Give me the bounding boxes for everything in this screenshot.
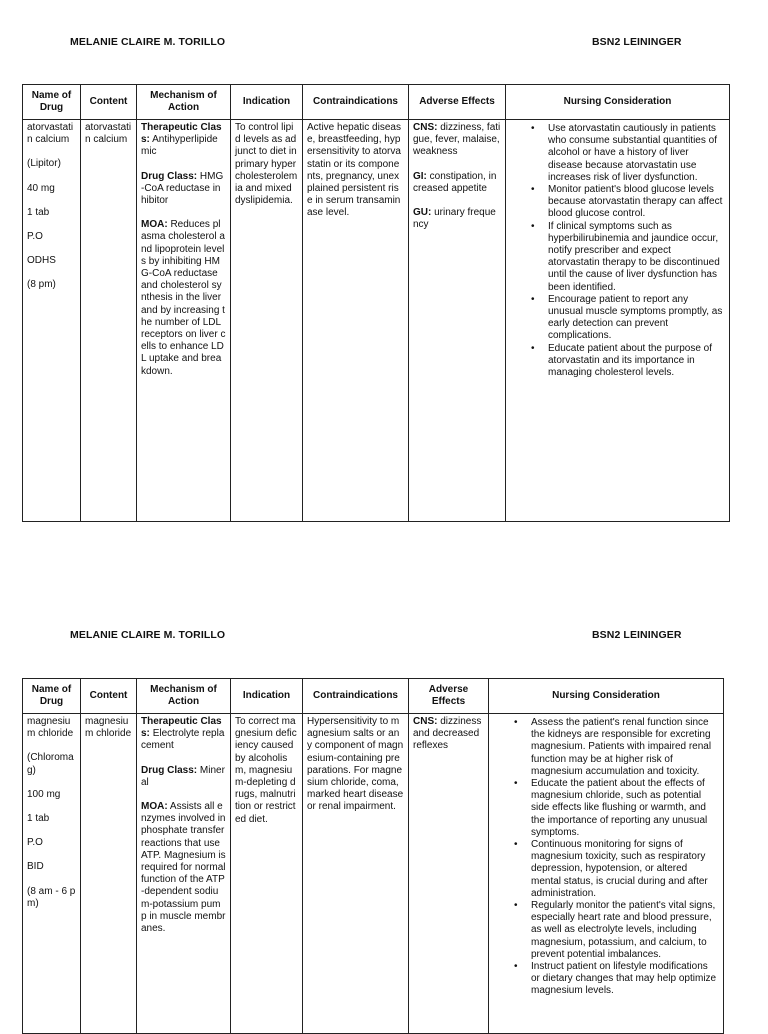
drug-brand-name: (Chloromag) [27,752,74,776]
list-item: • Monitor patient's blood glucose levels because atorvastatin therapy can affect blood glucose control. [548,184,725,221]
nursing-consideration-cell [506,120,730,522]
list-item: • Regularly monitor the patient's vital signs, especially heart rate and blood pressure, as well as electrolyte levels, including magnesium, potassium, and calcium, to prevent potential imbalances. [531,900,719,961]
therapeutic-class-label: Therapeutic Class: [141,716,222,740]
col-header-adverse-effects: Adverse Effects [409,85,506,120]
drug-generic-name: atorvastatin calcium [27,122,74,146]
contraindications-cell [303,120,409,522]
drug-table-magnesium [22,678,724,1034]
drug-quantity: 1 tab [27,206,50,218]
adverse-gi-label: GI: [413,170,427,182]
student-name: MELANIE CLAIRE M. TORILLO [70,629,226,641]
table-row [23,120,730,522]
drug-dose: 100 mg [27,788,61,800]
drug-class-label: Drug Class: [141,170,198,182]
contraindications-cell [303,714,409,1034]
drug-time: (8 am - 6 pm) [27,885,76,909]
adverse-cns-label: CNS: [413,716,438,727]
adverse-effects-cell [409,714,489,1034]
list-item: • Educate patient about the purpose of atorvastatin and its importance in managing cholesterol levels. [548,343,725,380]
nursing-consideration-cell [489,714,724,1034]
indication-cell [231,120,303,522]
indication-text: To correct magnesium deficiency caused by alcoholism, magnesium-depleting drugs, malnutrition or restricted diet. [235,716,297,825]
drug-time: (8 pm) [27,279,56,291]
student-name: MELANIE CLAIRE M. TORILLO [70,36,226,48]
drug-class-value: HMG-CoA reductase inhibitor [141,170,224,207]
moa-value: Assists all enzymes involved in phosphate transfer reactions that use ATP. Magnesium is required for normal function of the ATP-dependent sodium-potassium pump in muscle membranes. [141,801,226,935]
contraindications-text: Active hepatic disease, breastfeeding, hypersensitivity to atorvastatin or its components, pregnancy, unexplained persistent rise in serum transaminase level. [307,122,401,219]
drug-generic-name: magnesium chloride [27,716,74,740]
adverse-gu-text: urinary frequency [413,207,496,231]
table-row [23,714,724,1034]
list-item: • Encourage patient to report any unusual muscle symptoms promptly, as early detection can prevent complications. [548,294,725,343]
therapeutic-class-value: Antihyperlipidemic [141,134,218,158]
drug-frequency: ODHS [27,255,56,267]
drug-brand-name: (Lipitor) [27,158,61,170]
drug-route: P.O [27,837,43,849]
adverse-cns-text: dizziness, fatigue, fever, malaise, weakness [413,122,501,158]
content-cell [81,714,137,1034]
moa-label: MOA: [141,219,168,231]
adverse-effects-cell [409,120,506,522]
col-header-indication: Indication [231,85,303,120]
content-text: atorvastatin calcium [85,122,132,146]
moa-label: MOA: [141,801,168,813]
section-label: BSN2 LEININGER [592,36,682,48]
list-item: • If clinical symptoms such as hyperbilirubinemia and jaundice occur, notify prescriber and expect atorvastatin therapy to be discontinued until the cause of liver dysfunction has been identified. [548,221,725,294]
list-item: • Use atorvastatin cautiously in patients who consume substantial quantities of alcohol or have a history of liver disease because atorvastatin use increases risk of liver dysfunction. [548,123,725,184]
drug-frequency: BID [27,861,44,873]
nursing-list [510,123,725,379]
mechanism-cell [137,714,231,1034]
list-item: • Educate the patient about the effects of magnesium chloride, such as potential side effects like flushing or warmth, and the importance of reporting any unusual symptoms. [531,778,719,839]
mechanism-cell [137,120,231,522]
col-header-indication: Indication [231,679,303,714]
table-header-row [23,85,730,120]
col-header-contraindications: Contraindications [303,679,409,714]
col-header-content: Content [81,679,137,714]
drug-name-cell [23,120,81,522]
content-cell [81,120,137,522]
col-header-contraindications: Contraindications [303,85,409,120]
indication-cell [231,714,303,1034]
table-header-row [23,679,724,714]
contraindications-text: Hypersensitivity to magnesium salts or any component of magnesium-containing preparations. For magnesium chloride, coma, marked heart disease or renal impairment. [307,716,404,813]
drug-route: P.O [27,231,43,243]
col-header-name: Name of Drug [23,85,81,120]
therapeutic-class-label: Therapeutic Class: [141,122,222,146]
adverse-cns-label: CNS: [413,122,438,133]
nursing-list [493,717,719,998]
drug-class-label: Drug Class: [141,764,198,776]
indication-text: To control lipid levels as adjunct to diet in primary hypercholesterolemia and mixed dyslipidemia. [235,122,298,207]
drug-class-value: Mineral [141,764,225,788]
col-header-name: Name of Drug [23,679,81,714]
col-header-adverse-effects: Adverse Effects [409,679,489,714]
drug-quantity: 1 tab [27,813,50,825]
drug-name-cell [23,714,81,1034]
list-item: • Continuous monitoring for signs of magnesium toxicity, such as respiratory depression, hypotension, or altered mental status, is crucial during and after administration. [531,839,719,900]
adverse-cns-text: dizziness and decreased reflexes [413,716,482,752]
adverse-gi-text: constipation, increased appetite [413,170,497,194]
moa-value: Reduces plasma cholesterol and lipoprotein levels by inhibiting HMG-CoA reductase and cholesterol synthesis in the liver and by increasing the number of LDL receptors on liver cells to enhance LDL uptake and breakdown. [141,219,226,377]
list-item: • Assess the patient's renal function since the kidneys are responsible for excreting magnesium. Patients with impaired renal function may be at higher risk of magnesium accumulation and toxicity. [531,717,719,778]
section-label: BSN2 LEININGER [592,629,682,641]
drug-table-atorvastatin [22,84,730,522]
col-header-mechanism: Mechanism of Action [137,679,231,714]
therapeutic-class-value: Electrolyte replacement [141,728,225,752]
col-header-mechanism: Mechanism of Action [137,85,231,120]
drug-dose: 40 mg [27,182,55,194]
list-item: • Instruct patient on lifestyle modifications or dietary changes that may help optimize magnesium levels. [531,961,719,998]
col-header-content: Content [81,85,137,120]
col-header-nursing: Nursing Consideration [506,85,730,120]
adverse-gu-label: GU: [413,207,432,219]
content-text: magnesium chloride [85,716,132,740]
col-header-nursing: Nursing Consideration [489,679,724,714]
